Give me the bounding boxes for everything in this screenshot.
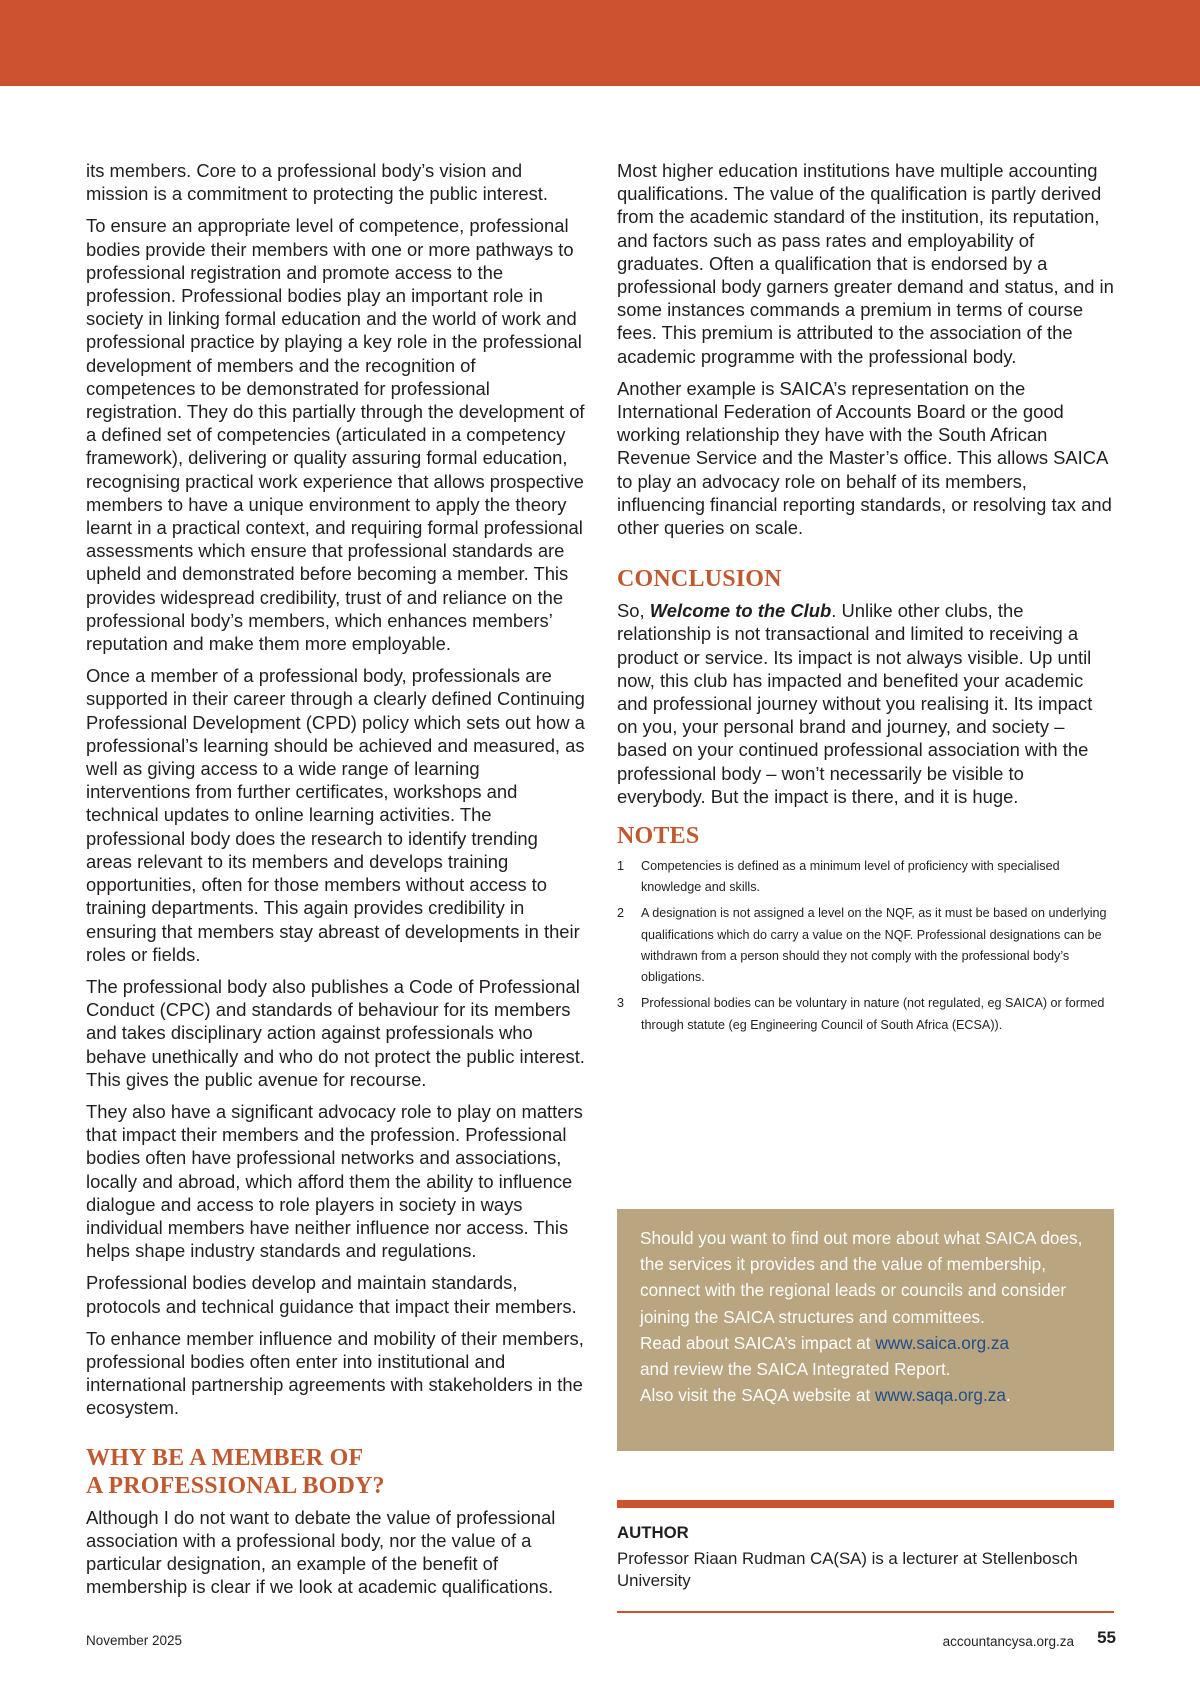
section-heading-notes: NOTES xyxy=(617,823,700,850)
note-item xyxy=(617,856,1117,898)
conclusion-paragraph xyxy=(617,599,1117,808)
body-paragraph: To ensure an appropriate level of competence, professional bodies provide their members with one or more pathways to professional registration and promote access to the profession. Professional bodies play an important role in society in linking formal education and the world of work and professional practice by playing a key role in the professional development of members and the recognition of competences to be demonstrated for professional registration. They do this partially through the development of a defined set of competencies (articulated in a competency framework), delivering or quality assuring formal education, recognising practical work experience that allows prospective members to have a unique environment to apply the theory learnt in a practical context, and requiring formal professional assessments which ensure that professional standards are upheld and demonstrated before becoming a member. This provides widespread credibility, trust of and reliance on the professional body’s members, which enhances members’ reputation and make them more employable. xyxy=(86,215,585,655)
body-paragraph: Although I do not want to debate the value of professional association with a professional body, nor the value of a particular designation, an example of the benefit of membership is clear if we look at academic qualifications. xyxy=(86,1506,556,1598)
note-number: 1 xyxy=(617,859,625,874)
callout-line xyxy=(640,1382,1092,1408)
callout-text: . xyxy=(1005,1385,1011,1406)
note-number: 2 xyxy=(617,906,625,921)
author-label: AUTHOR xyxy=(617,1523,689,1542)
author-bio: Professor Riaan Rudman CA(SA) is a lecturer at Stellenbosch University xyxy=(617,1549,1078,1590)
conclusion-rest: . Unlike other clubs, the relationship is not transactional and limited to receiving a product or service. Its impact is not always visible. Up until now, this club has impacted and benefited your academic and professional journey without you realising it. Its impact on you, your personal brand and journey, and society – based on your continued professional association with the professional body – won’t necessarily be visible to everybody. But the impact is there, and it is huge. xyxy=(617,600,1093,807)
footer-date: November 2025 xyxy=(86,1633,183,1648)
author-bottom-divider xyxy=(617,1611,1114,1613)
note-item xyxy=(617,903,1117,988)
body-paragraph: its members. Core to a professional body’s vision and mission is a commitment to protecting the public interest. xyxy=(86,160,549,205)
note-text: Professional bodies can be voluntary in nature (not regulated, eg SAICA) or formed through statute (eg Engineering Council of South Africa (ECSA)). xyxy=(641,996,1105,1032)
callout-line xyxy=(640,1330,1092,1356)
conclusion-emphasis: Welcome to the Club xyxy=(649,600,832,622)
conclusion-lead: So, xyxy=(617,600,650,622)
heading-line: A PROFESSIONAL BODY? xyxy=(86,1472,385,1499)
callout-text: Also visit the SAQA website at xyxy=(640,1385,876,1406)
note-text: A designation is not assigned a level on the NQF, as it must be based on underlying qualifications which do carry a value on the NQF. Professional designations can be withdrawn from a person should they not comply with the professional body’s obligations. xyxy=(641,906,1107,985)
page-number: 55 xyxy=(1097,1628,1116,1647)
body-paragraph: Professional bodies develop and maintain standards, protocols and technical guidance that impact their members. xyxy=(86,1272,577,1317)
saica-link[interactable]: www.saica.org.za xyxy=(875,1332,1010,1353)
body-paragraph: The professional body also publishes a Code of Professional Conduct (CPC) and standards of behaviour for its members and takes disciplinary action against professionals who behave unethically and who do not protect the public interest. This gives the public avenue for recourse. xyxy=(86,975,585,1090)
body-paragraph: To enhance member influence and mobility of their members, professional bodies often enter into institutional and international partnership agreements with stakeholders in the ecosystem. xyxy=(86,1327,584,1419)
top-color-band xyxy=(0,0,1200,86)
body-paragraph: They also have a significant advocacy role to play on matters that impact their members and the profession. Professional bodies often have professional networks and associations, locally and abroad, which afford them the ability to influence dialogue and access to role players in society in ways individual members have neither influence nor access. This helps shape industry standards and regulations. xyxy=(86,1100,583,1262)
callout-box xyxy=(617,1209,1114,1451)
body-paragraph: Another example is SAICA’s representation on the International Federation of Accounts Board or the good working relationship they have with the South African Revenue Service and the Master’s office. This allows SAICA to play an advocacy role on behalf of its members, influencing financial reporting standards, or resolving tax and other queries on scale. xyxy=(617,377,1112,539)
note-text: Competencies is defined as a minimum level of proficiency with specialised knowledge and skills. xyxy=(641,859,1060,895)
saqa-link[interactable]: www.saqa.org.za xyxy=(875,1385,1006,1406)
callout-text: and review the SAICA Integrated Report. xyxy=(640,1359,951,1380)
section-heading-conclusion: CONCLUSION xyxy=(617,566,782,593)
note-number: 3 xyxy=(617,996,625,1011)
author-divider xyxy=(617,1500,1114,1508)
note-item xyxy=(617,993,1117,1035)
callout-text: Should you want to find out more about what SAICA does, the services it provides and the value of membership, connect with the regional leads or councils and consider joining the SAICA structures and committees. xyxy=(640,1228,1083,1327)
left-column xyxy=(86,159,586,1607)
section-heading-why-member xyxy=(86,1444,586,1500)
notes-list xyxy=(617,856,1117,1036)
author-block xyxy=(617,1522,1114,1592)
callout-text: Read about SAICA’s impact at xyxy=(640,1332,876,1353)
heading-line: WHY BE A MEMBER OF xyxy=(86,1444,364,1471)
body-paragraph: Once a member of a professional body, professionals are supported in their career through a clearly defined Continuing Professional Development (CPD) policy which sets out how a professional’s learning should be achieved and measured, as well as giving access to a wide range of learning interventions from further certificates, workshops and technical updates to online learning activities. The professional body does the research to identify trending areas relevant to its members and develops training opportunities, often for those members without access to training departments. This again provides credibility in ensuring that members stay abreast of developments in their roles or fields. xyxy=(86,665,585,965)
body-paragraph: Most higher education institutions have multiple accounting qualifications. The value of the qualification is partly derived from the academic standard of the institution, its reputation, and factors such as pass rates and employability of graduates. Often a qualification that is endorsed by a professional body garners greater demand and status, and in some instances commands a premium in terms of course fees. This premium is attributed to the association of the academic programme with the professional body. xyxy=(617,160,1114,367)
right-column xyxy=(617,159,1117,1041)
footer-site[interactable]: accountancysa.org.za xyxy=(942,1634,1074,1649)
